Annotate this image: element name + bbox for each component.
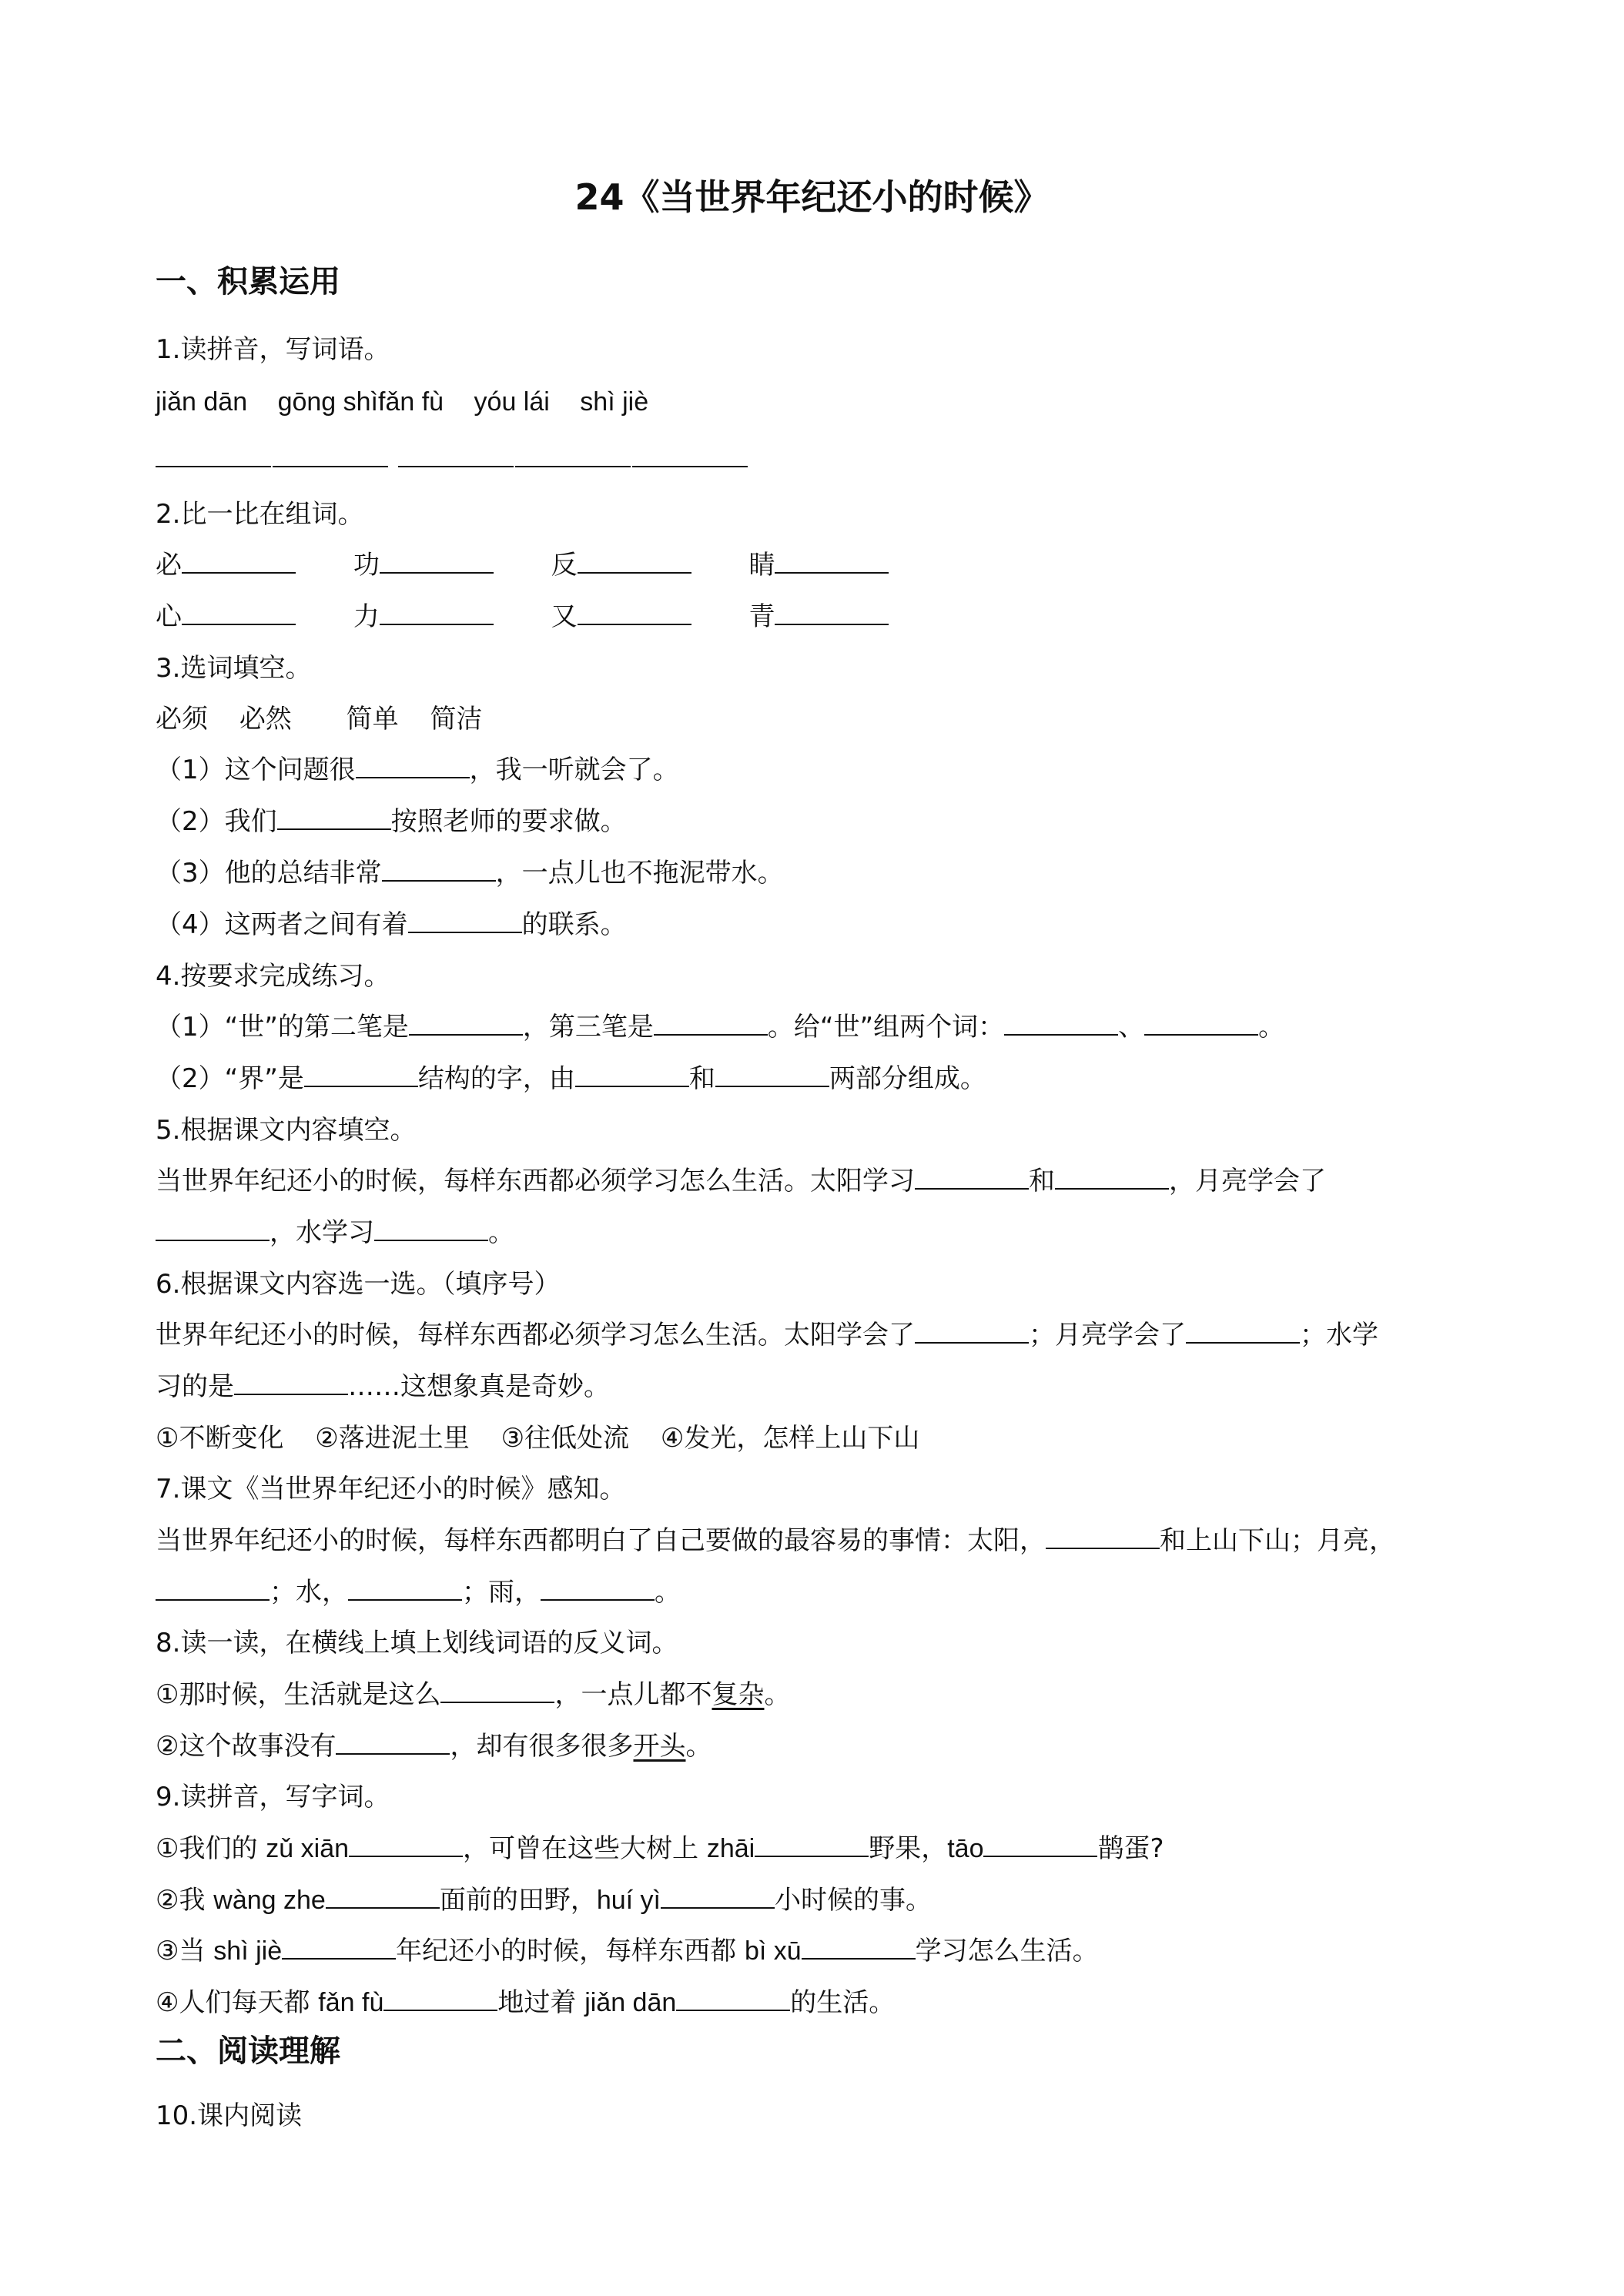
blank[interactable] [380,551,494,574]
q1-pinyin-1: jiǎn dān [156,387,248,417]
q5-text: 当世界年纪还小的时候，每样东西都必须学习怎么生活。太阳学习 [156,1166,915,1197]
q8-stem: 8.读一读，在横线上填上划线词语的反义词。 [156,1628,678,1658]
q4-text: 两部分组成。 [829,1063,986,1094]
q7-text: 当世界年纪还小的时候，每样东西都明白了自己要做的最容易的事情：太阳， [156,1525,1046,1556]
q3-item-1 [156,755,679,785]
q5-stem: 5.根据课文内容填空。 [156,1115,417,1146]
blank[interactable] [156,1578,270,1601]
blank[interactable] [715,1064,829,1087]
blank[interactable] [349,1834,463,1857]
q9-text: ③当 [156,1936,214,1966]
q9-pinyin: wàng zhe [213,1886,326,1915]
q5-text: ，月亮学会了 [1169,1166,1326,1197]
q9-text: 小时候的事。 [775,1885,933,1916]
q7-stem: 7.课文《当世界年纪还小的时候》感知。 [156,1474,626,1504]
q9-text: ②我 [156,1885,214,1916]
q3-options [156,704,482,735]
q3-item-4 [156,909,627,940]
q6-option: ①不断变化 [156,1423,284,1454]
q9-item-2 [156,1885,932,1916]
q7-text: 和上山下山；月亮， [1160,1525,1395,1556]
q1-answer-blanks [156,443,749,474]
q8-text: ①那时候，生活就是这么 [156,1679,441,1710]
q9-text: ①我们的 [156,1833,266,1864]
blank[interactable] [409,1012,523,1036]
blank[interactable] [282,1936,396,1960]
q9-item-1 [156,1833,1164,1864]
blank[interactable] [356,755,470,778]
q9-text: 地过着 [497,1987,585,2018]
q3-text: ，一点儿也不拖泥带水。 [495,858,784,889]
q3-text: （1）这个问题很 [156,755,356,785]
blank[interactable] [1055,1166,1169,1190]
q6-text: ；月亮学会了 [1029,1320,1186,1350]
q8-item-2 [156,1731,712,1762]
q6-text: 世界年纪还小的时候，每样东西都必须学习怎么生活。太阳学会了 [156,1320,915,1350]
q6-text: ；水学 [1300,1320,1378,1350]
blank[interactable] [541,1578,655,1601]
q4-text: 。 [1258,1012,1285,1043]
q6-line-1 [156,1320,1378,1350]
q9-text: 鹊蛋? [1097,1833,1164,1864]
q9-pinyin: shì jiè [213,1936,283,1966]
q9-text: ，可曾在这些大树上 [463,1833,707,1864]
blank[interactable] [326,1886,440,1909]
q3-item-3 [156,858,784,889]
q6-stem: 6.根据课文内容选一选。（填序号） [156,1269,561,1300]
blank[interactable] [654,1012,768,1036]
q3-text: 的联系。 [521,909,627,940]
q8-text: ，却有很多很多 [450,1731,634,1762]
q6-option: ④发光，怎样上山下山 [660,1423,920,1454]
q8-item-1 [156,1679,790,1710]
blank[interactable] [775,551,889,574]
q1-pinyin-row [156,387,648,417]
q8-text: ②这个故事没有 [156,1731,337,1762]
q4-text: 、 [1118,1012,1145,1043]
blank[interactable] [1144,1012,1258,1036]
q5-line-2 [156,1217,514,1248]
q1-pinyin-5: shì jiè [580,387,649,417]
blank[interactable] [575,1064,689,1087]
blank[interactable] [234,1372,348,1395]
q2-row-2 [156,601,889,632]
blank[interactable] [440,1680,554,1703]
q3-option: 简单 [346,704,399,735]
q3-text: （4）这两者之间有着 [156,909,408,940]
q4-text: （1）“世”的第二笔是 [156,1012,409,1043]
q8-underlined-word: 复杂 [712,1679,765,1710]
q9-item-4 [156,1987,895,2018]
blank[interactable] [273,444,388,467]
q2-row-1 [156,550,889,581]
q2-char: 心 [156,601,182,632]
blank[interactable] [1186,1320,1300,1344]
q9-pinyin: huí yì [596,1886,661,1915]
q9-text: ④人们每天都 [156,1987,319,2018]
q3-stem: 3.选词填空。 [156,653,312,684]
blank[interactable] [661,1886,775,1909]
q1-stem: 1.读拼音，写词语。 [156,334,390,365]
q8-underlined-word: 开头 [633,1731,686,1762]
q1-pinyin-4: yóu lái [474,387,550,417]
q8-text: 。 [685,1731,712,1762]
q2-char: 必 [156,550,182,581]
blank[interactable] [156,1218,270,1241]
q9-pinyin: tāo [947,1834,984,1863]
q3-option: 必然 [239,704,292,735]
q9-text: 面前的田野， [439,1885,597,1916]
q7-line-1 [156,1525,1395,1556]
blank[interactable] [802,1936,916,1960]
section-heading-2: 二、阅读理解 [156,2033,340,2069]
q2-stem: 2.比一比在组词。 [156,499,364,530]
blank[interactable] [515,444,631,467]
blank[interactable] [182,602,296,625]
q9-pinyin: zhāi [706,1834,755,1863]
q9-pinyin: bì xū [744,1936,802,1966]
blank[interactable] [775,602,889,625]
blank[interactable] [382,858,496,882]
blank[interactable] [383,1988,497,2011]
blank[interactable] [304,1064,418,1087]
blank[interactable] [578,551,691,574]
q4-text: ，第三笔是 [522,1012,654,1043]
q4-text: （2）“界”是 [156,1063,304,1094]
q2-char: 功 [353,550,380,581]
blank[interactable] [676,1988,790,2011]
q2-char: 睛 [748,550,775,581]
blank[interactable] [398,444,514,467]
blank[interactable] [1046,1526,1160,1549]
blank[interactable] [915,1320,1029,1344]
q8-text: ，一点儿都不 [554,1679,712,1710]
q9-text: 野果， [869,1833,948,1864]
blank[interactable] [408,910,522,933]
blank[interactable] [348,1578,462,1601]
q3-text: ，我一听就会了。 [469,755,679,785]
q2-char: 又 [551,601,578,632]
q4-text: 结构的字，由 [417,1063,575,1094]
q2-char: 青 [748,601,775,632]
blank[interactable] [1004,1012,1118,1036]
q1-pinyin-3: fǎn fù [378,387,444,417]
blank[interactable] [632,444,748,467]
q9-pinyin: zǔ xiān [266,1834,350,1863]
blank[interactable] [915,1166,1029,1190]
q4-item-1 [156,1012,1284,1043]
q9-text: 学习怎么生活。 [915,1936,1099,1966]
q6-options [156,1423,919,1454]
blank[interactable] [755,1834,869,1857]
blank[interactable] [380,602,494,625]
q4-text: 。给“世”组两个词： [767,1012,1005,1043]
page-title: 24《当世界年纪还小的时候》 [574,176,1050,218]
q5-text: 和 [1029,1166,1055,1197]
blank[interactable] [983,1834,1097,1857]
q9-text: 年纪还小的时候，每样东西都 [396,1936,745,1966]
q8-text: 。 [764,1679,791,1710]
q9-item-3 [156,1936,1099,1966]
q3-text: 按照老师的要求做。 [390,806,627,837]
q4-item-2 [156,1063,986,1094]
blank[interactable] [277,807,391,830]
q9-stem: 9.读拼音，写字词。 [156,1782,390,1812]
q6-text: ……这想象真是奇妙。 [348,1371,610,1402]
blank[interactable] [182,551,296,574]
q2-char: 反 [551,550,578,581]
q5-text: ，水学习 [270,1217,374,1248]
q6-line-2 [156,1371,610,1402]
blank[interactable] [578,602,691,625]
q2-char: 力 [353,601,380,632]
q6-text: 习的是 [156,1371,234,1402]
q4-text: 和 [688,1063,715,1094]
q7-text: 。 [655,1577,681,1608]
q5-line-1 [156,1166,1326,1197]
q3-option: 必须 [156,704,208,735]
q6-option: ②落进泥土里 [315,1423,470,1454]
blank[interactable] [336,1732,450,1755]
q3-option: 简洁 [430,704,483,735]
blank[interactable] [156,444,271,467]
q6-option: ③往低处流 [501,1423,630,1454]
q10-stem: 10.课内阅读 [156,2100,303,2131]
q3-text: （3）他的总结非常 [156,858,382,889]
q5-text: 。 [488,1217,514,1248]
q1-pinyin-2: gōng shì [277,387,379,417]
q9-text: 的生活。 [790,1987,896,2018]
q7-line-2 [156,1577,681,1608]
section-heading-1: 一、积累运用 [156,264,340,300]
q7-text: ；雨， [462,1577,541,1608]
q9-pinyin: jiǎn dān [584,1988,677,2017]
q9-pinyin: fǎn fù [318,1988,384,2017]
q3-item-2 [156,806,627,837]
q3-text: （2）我们 [156,806,277,837]
q7-text: ；水， [270,1577,348,1608]
blank[interactable] [374,1218,488,1241]
q4-stem: 4.按要求完成练习。 [156,961,390,992]
